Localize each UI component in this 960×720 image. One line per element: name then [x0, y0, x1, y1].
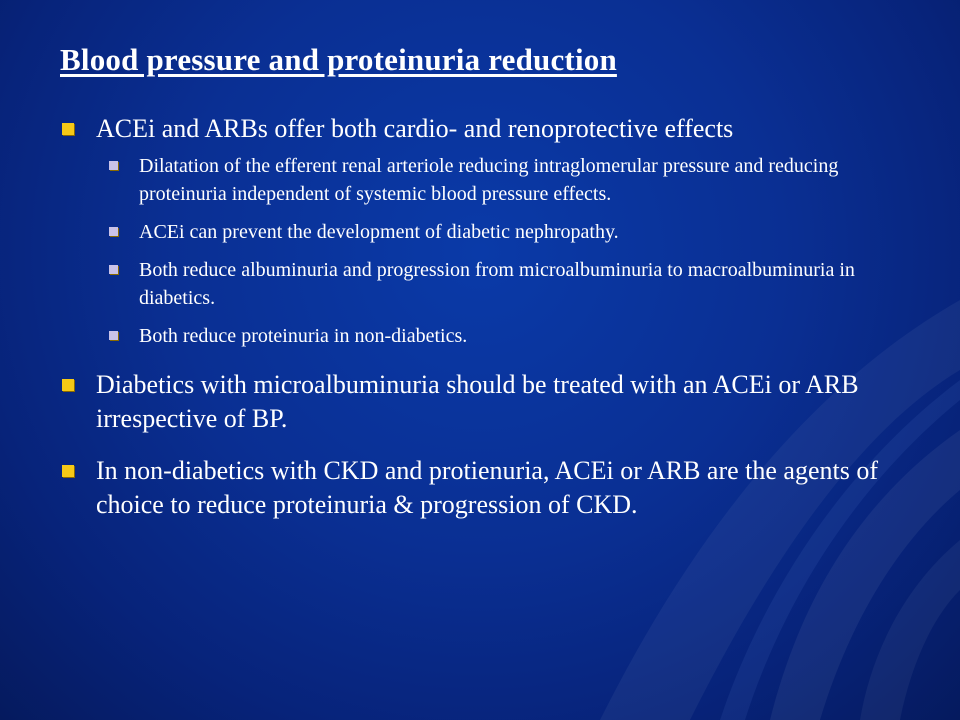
- sub-bullet-text: ACEi can prevent the development of diabetic nephropathy.: [139, 221, 619, 243]
- sub-bullet-reduce-albuminuria: [96, 256, 920, 312]
- yellow-square-bullet-icon: [62, 123, 74, 135]
- lavender-square-bullet-icon: [109, 331, 118, 340]
- lavender-square-bullet-icon: [109, 227, 118, 236]
- bullet-text: ACEi and ARBs offer both cardio- and renoprotective effects: [96, 114, 734, 143]
- lavender-square-bullet-icon: [109, 265, 118, 274]
- sub-bullet-text: Both reduce albuminuria and progression from microalbuminuria to macroalbuminuria in diabetics.: [139, 259, 855, 309]
- bullet-non-diabetics-ckd: [60, 454, 920, 522]
- yellow-square-bullet-icon: [62, 379, 74, 391]
- bullet-diabetics-microalbuminuria: [60, 368, 920, 436]
- bullet-text: In non-diabetics with CKD and protienuria, ACEi or ARB are the agents of choice to reduce proteinuria & progression of CKD.: [96, 456, 879, 519]
- sub-bullet-text: Both reduce proteinuria in non-diabetics.: [139, 325, 468, 347]
- bullet-ace-arb-effects: [60, 112, 920, 350]
- bullet-text: Diabetics with microalbuminuria should be treated with an ACEi or ARB irrespective of BP.: [96, 370, 859, 433]
- sub-bullet-list: [96, 152, 920, 350]
- lavender-square-bullet-icon: [109, 161, 118, 170]
- sub-bullet-non-diabetics: [96, 322, 920, 350]
- sub-bullet-efferent-arteriole: [96, 152, 920, 208]
- sub-bullet-prevent-nephropathy: [96, 218, 920, 246]
- sub-bullet-text: Dilatation of the efferent renal arteriole reducing intraglomerular pressure and reducing proteinuria independent of systemic blood pressure effects.: [139, 155, 839, 205]
- yellow-square-bullet-icon: [62, 465, 74, 477]
- slide-title: Blood pressure and proteinuria reduction: [60, 42, 617, 77]
- slide-body: [60, 112, 920, 540]
